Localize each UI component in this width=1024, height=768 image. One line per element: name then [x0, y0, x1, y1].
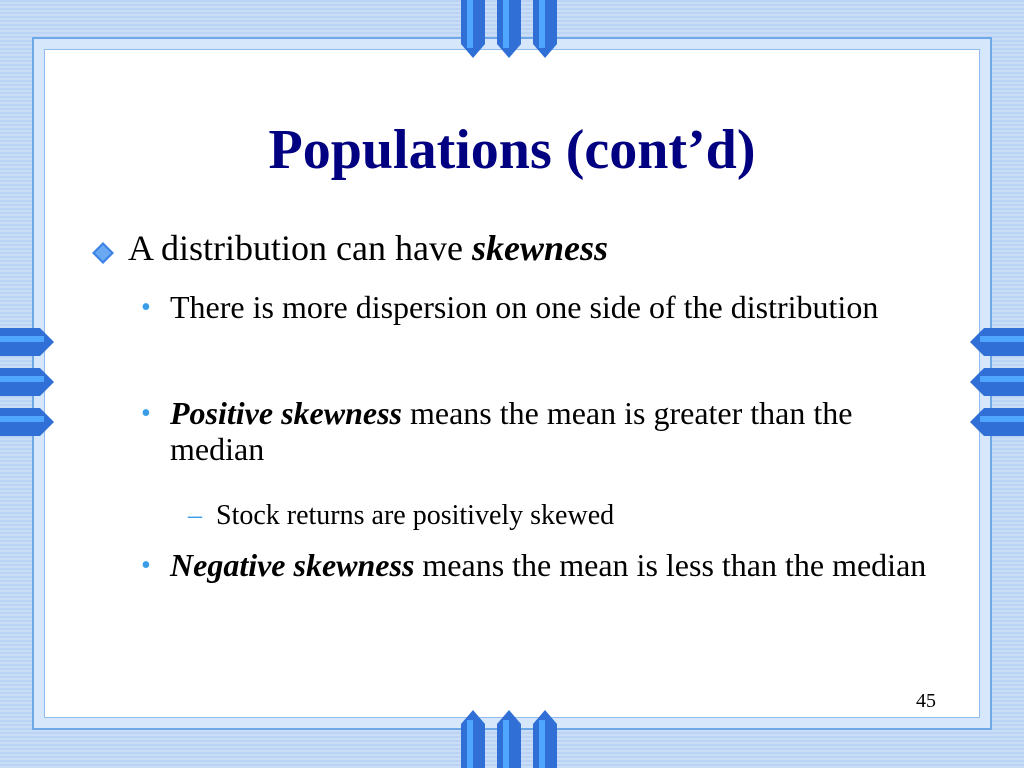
dot-bullet-icon: •: [141, 292, 151, 323]
diamond-bullet-icon: [90, 240, 116, 266]
sub-bullet-negative-skewness: [170, 548, 940, 584]
bullet-skewness-emphasis: skewness: [471, 228, 608, 268]
bullet-skewness-text: A distribution can have: [128, 228, 472, 268]
dot-bullet-icon: •: [141, 398, 151, 429]
dot-bullet-icon: •: [141, 550, 151, 581]
sub-bullet-dispersion: There is more dispersion on one side of the distribution: [170, 289, 879, 325]
page-number: 45: [916, 690, 936, 712]
top-ribbon-decoration: [455, 0, 565, 62]
sub-bullet-positive-skewness: [170, 396, 940, 468]
dash-bullet-icon: –: [188, 500, 202, 531]
positive-skewness-term: Positive skewness: [170, 395, 402, 431]
negative-skewness-term: Negative skewness: [170, 547, 415, 583]
sub-sub-bullet-stock-returns: Stock returns are positively skewed: [216, 500, 615, 531]
bottom-ribbon-decoration: [455, 706, 565, 768]
positive-skewness-definition: means the mean is greater than the median: [170, 395, 853, 467]
negative-skewness-definition: means the mean is less than the median: [414, 547, 927, 583]
bullet-skewness: [128, 228, 608, 268]
right-ribbon-decoration: [966, 324, 1024, 442]
slide-title: Populations (cont’d): [268, 119, 756, 181]
left-ribbon-decoration: [0, 324, 58, 442]
